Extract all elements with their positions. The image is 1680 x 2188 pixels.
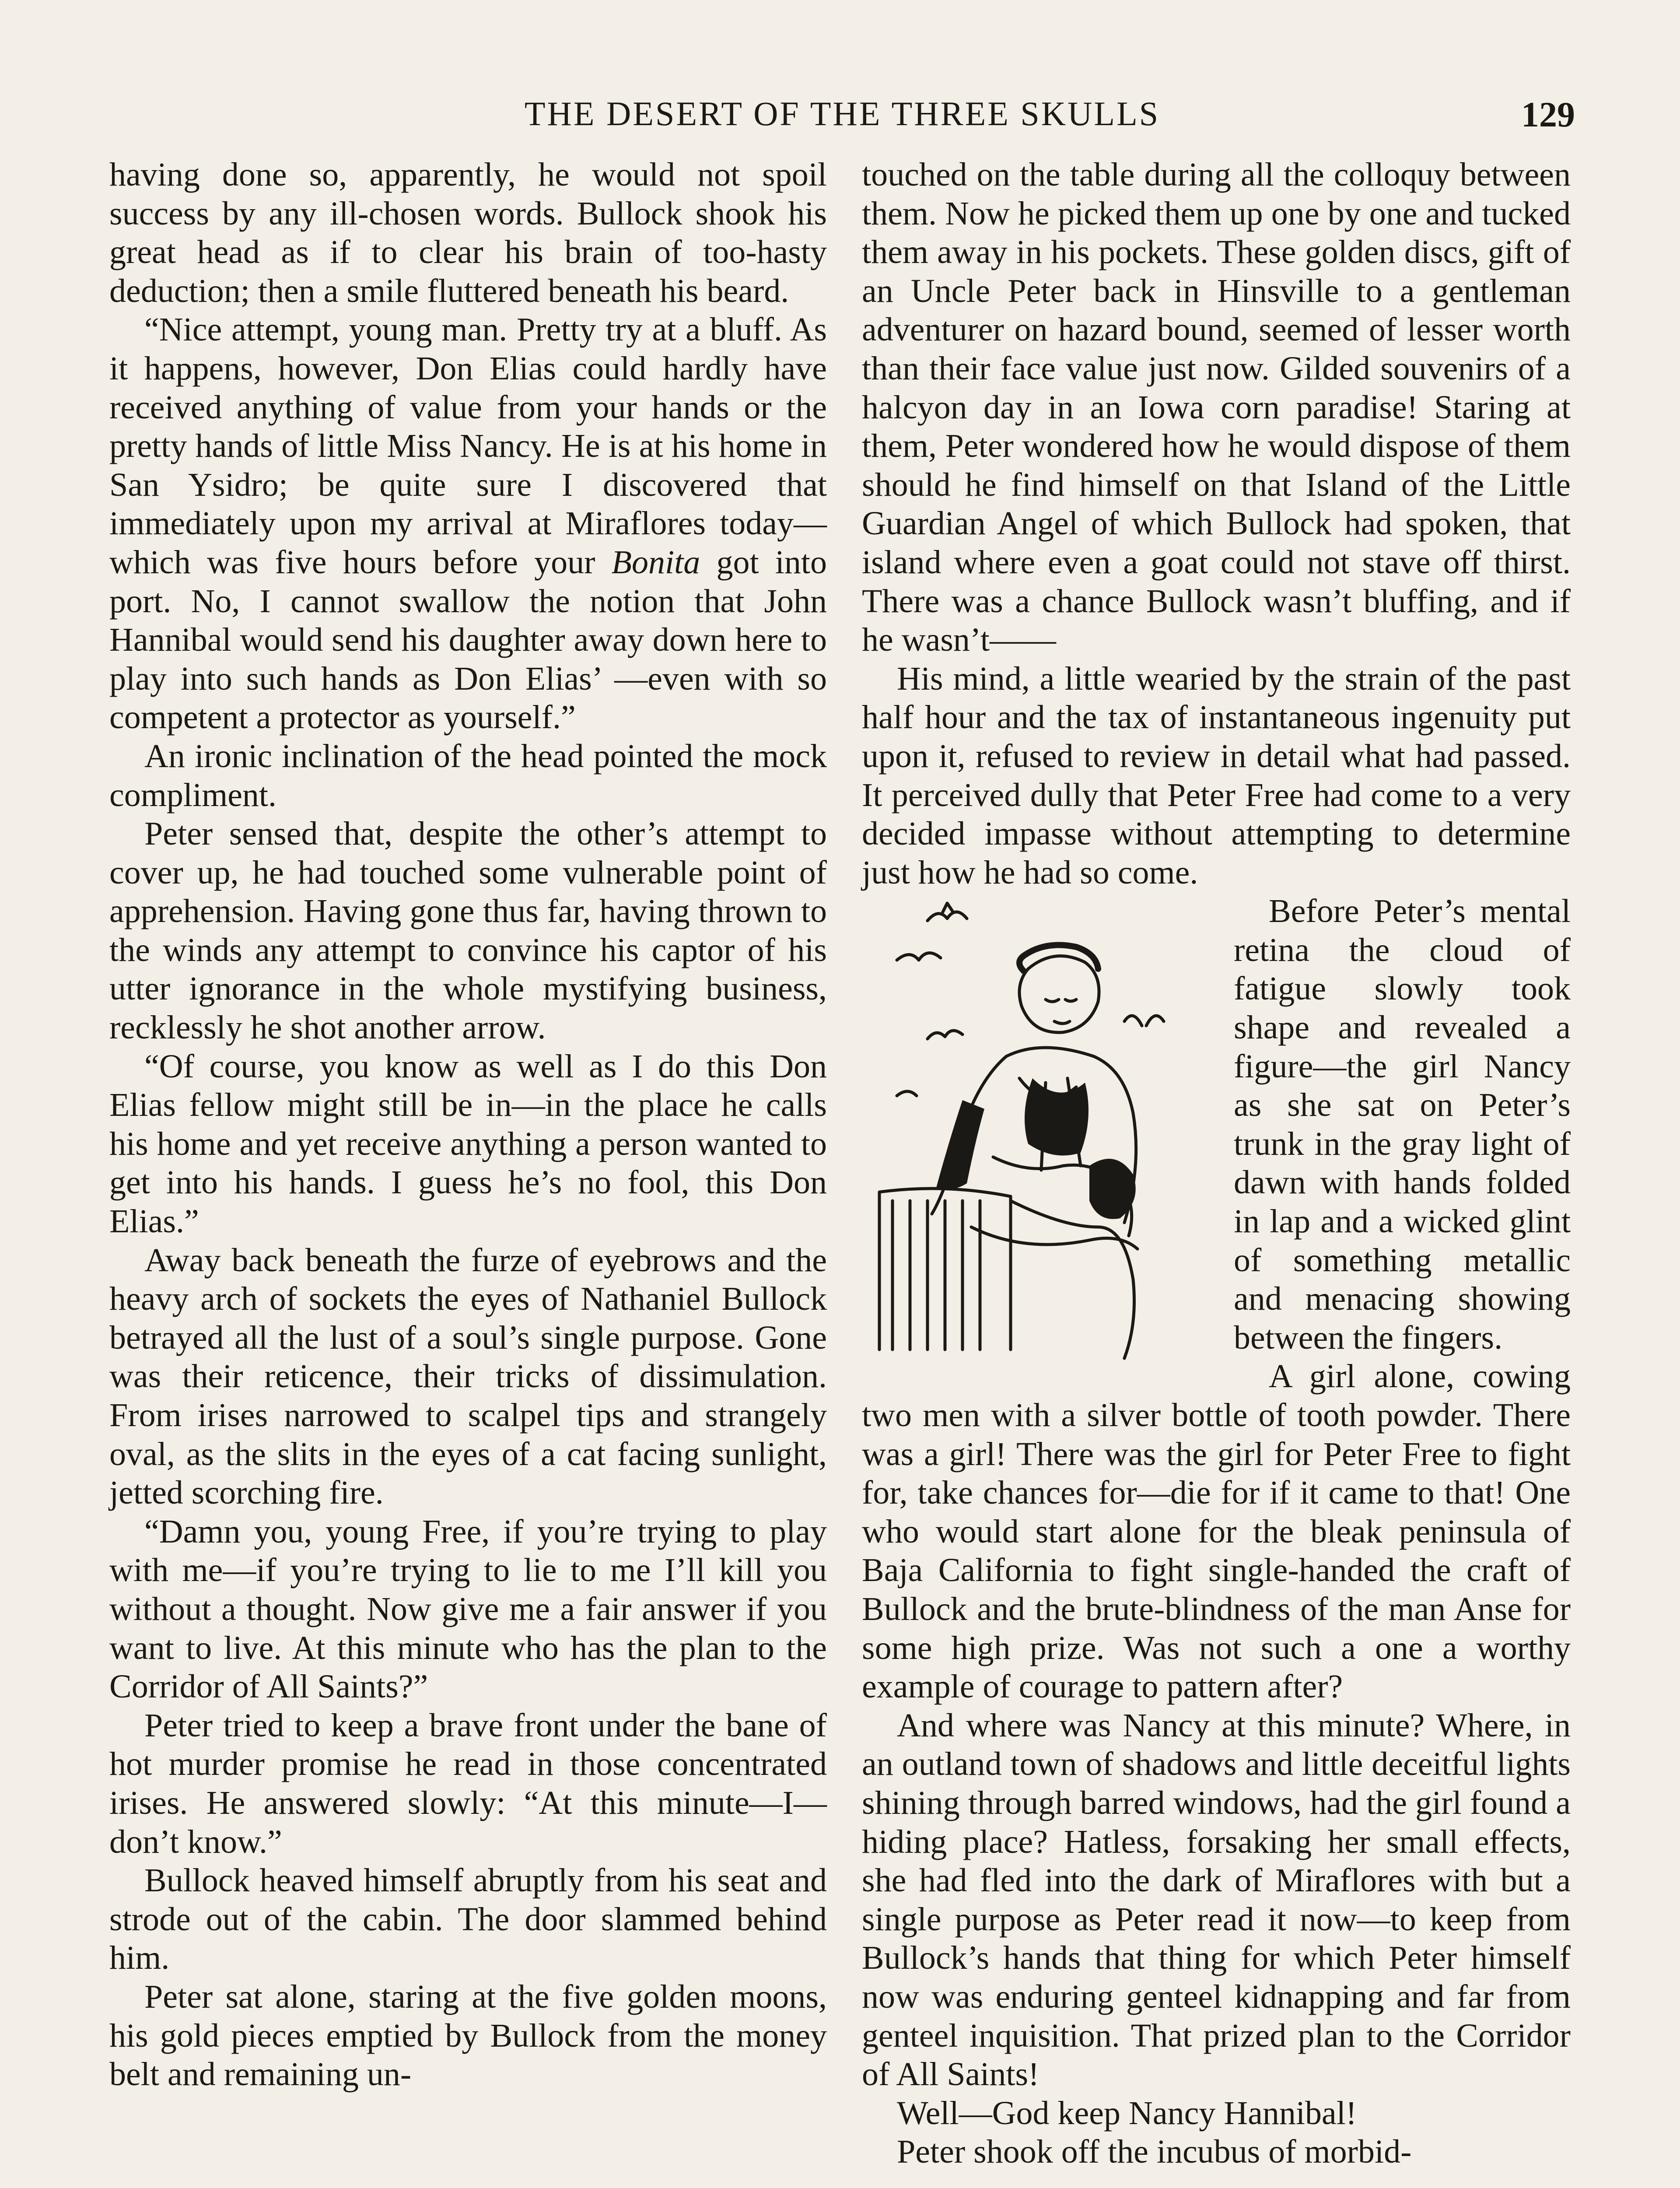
paragraph: Peter shook off the incubus of morbid- (897, 2133, 1412, 2170)
paragraph: having done so, apparently, he would not spoil success by any ill-chosen words. Bullock shook his great head as if to clear his brain of too-hasty deduction; then a smile fluttered beneath his beard. (109, 156, 827, 309)
paragraph: Peter sensed that, despite the other’s attempt to cover up, he had touched some vulnerable point of apprehension. Having gone thus far, having thrown to the winds any attempt to convince his captor of his utter ignorance in the whole mystifying business, recklessly he shot another arrow. (109, 815, 827, 1046)
left-column (109, 155, 827, 2094)
paragraph: An ironic inclination of the head pointed the mock compliment. (109, 737, 827, 813)
ship-name: Bonita (611, 543, 700, 581)
running-header (109, 90, 1575, 147)
paragraph-text: “Nice attempt, young man. Pretty try at a bluff. As it happens, however, Don Elias could hardly have received anything of value from your hands or the pretty hands of little Miss Nancy. He is at his home in San Ysidro; be quite sure I discovered that immediately upon my arrival at Miraflores today—which was five hours before your (109, 311, 827, 581)
paragraph: Away back beneath the furze of eyebrows and the heavy arch of sockets the eyes of Nathaniel Bullock betrayed all the lust of a soul’s single purpose. Gone was their reticence, their tricks of dissimulation. From irises narrowed to scalpel tips and strangely oval, as the slits in the eyes of a cat facing sunlight, jetted scorching fire. (109, 1241, 827, 1511)
girl-with-birds-illustration-icon (862, 894, 1221, 1367)
running-title: THE DESERT OF THE THREE SKULLS (524, 95, 1160, 133)
paragraph: And where was Nancy at this minute? Where, in an outland town of shadows and little deceitful lights shining through barred windows, had the girl found a hiding place? Hatless, forsaking her small effects, she had fled into the dark of Miraflores with but a single purpose as Peter read it now—to keep from Bullock’s hands that thing for which Peter himself now was enduring genteel kidnapping and far from genteel inquisition. That prized plan to the Corridor of All Saints! (862, 1707, 1571, 2093)
paragraph: “Of course, you know as well as I do this Don Elias fellow might still be in—in the place he calls his home and yet receive anything a person wanted to get into his hands. I guess he’s no fool, this Don Elias.” (109, 1048, 827, 1240)
paragraph-text: got into port. No, I cannot swallow the notion that John Hannibal would send his daughter away down here to play into such hands as Don Elias’ —even with so competent a protector as yourself.” (109, 543, 827, 736)
paragraph: Peter sat alone, staring at the five golden moons, his gold pieces emptied by Bullock from the money belt and remaining un- (109, 1978, 827, 2093)
paragraph: “Damn you, young Free, if you’re trying to play with me—if you’re trying to lie to me I’ll kill you without a thought. Now give me a fair answer if you want to live. At this minute who has the plan to the Corridor of All Saints?” (109, 1513, 827, 1705)
paragraph (109, 310, 827, 737)
paragraph: touched on the table during all the colloquy between them. Now he picked them up one by one and tucked them away in his pockets. These golden discs, gift of an Uncle Peter back in Hinsville to a gentleman adventurer on hazard bound, seemed of lesser worth than their face value just now. Gilded souvenirs of a halcyon day in an Iowa corn paradise! Staring at them, Peter wondered how he would dispose of them should he find himself on that Island of the Little Guardian Angel of which Bullock had spoken, that island where even a goat could not stave off thirst. There was a chance Bullock wasn’t bluffing, and if he wasn’t—— (862, 156, 1571, 659)
paragraph: His mind, a little wearied by the strain of the past half hour and the tax of instantaneous ingenuity put upon it, refused to review in detail what had passed. It perceived dully that Peter Free had come to a very decided impasse without attempting to determine just how he had so come. (862, 660, 1571, 891)
paragraph: Well—God keep Nancy Hannibal! (897, 2094, 1357, 2132)
paragraph: Before Peter’s mental retina the cloud of fatigue slowly took shape and revealed a figure—the girl Nancy as she sat on Peter’s trunk in the gray light of dawn with hands folded in lap and a wicked glint of something metallic and menacing showing between the fingers. (1234, 893, 1571, 1356)
right-column (862, 155, 1571, 2171)
paragraph: A girl alone, cowing two men with a silver bottle of tooth powder. There was a girl! There was the girl for Peter Free to fight for, take chances for—die for if it came to that! One who would start alone for the bleak peninsula of Baja California to fight single-handed the craft of Bullock and the brute-blindness of the man Anse for some high prize. Was not such a one a worthy example of courage to pattern after? (862, 1358, 1571, 1705)
page-number: 129 (1521, 95, 1575, 134)
paragraph: Peter tried to keep a brave front under the bane of hot murder promise he read in those concentrated irises. He answered slowly: “At this minute—I—don’t know.” (109, 1707, 827, 1860)
paragraph: Bullock heaved himself abruptly from his seat and strode out of the cabin. The door slammed behind him. (109, 1862, 827, 1977)
